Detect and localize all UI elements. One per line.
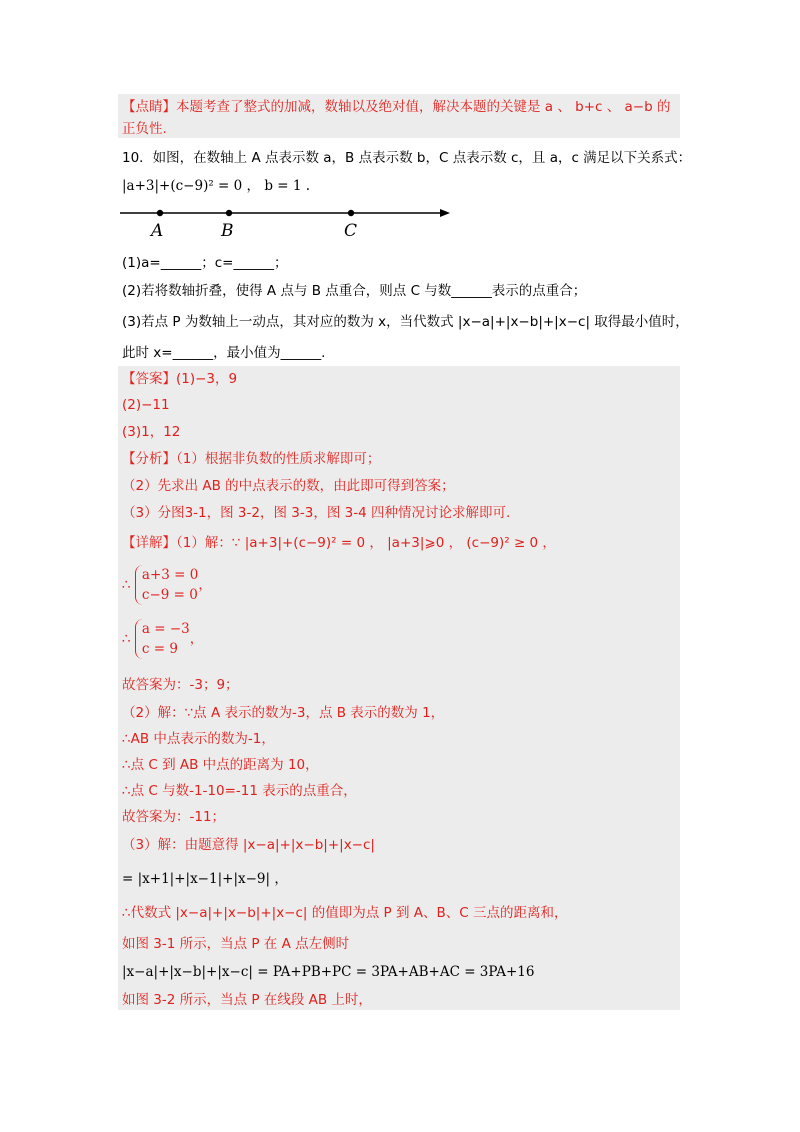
point-c-dot bbox=[348, 210, 354, 216]
system-1-eq-1: a+3 = 0 bbox=[141, 567, 199, 583]
part-3-line-5: |x−a|+|x−b|+|x−c| = PA+PB+PC = 3PA+AB+AC = 3PA+16 bbox=[122, 964, 535, 980]
part-2-line-2: ∴AB 中点表示的数为-1， bbox=[122, 731, 275, 747]
part-3-line-6: 如图 3-2 所示，当点 P 在线段 AB 上时， bbox=[122, 992, 372, 1008]
question-part-1: (1)a=______；c=______； bbox=[122, 255, 288, 271]
part-2-line-4: ∴点 C 与数-1-10=-11 表示的点重合， bbox=[122, 783, 357, 799]
system-2-comma: ， bbox=[189, 631, 204, 647]
part-3-line-1: （3）解：由题意得 |x−a|+|x−b|+|x−c| bbox=[122, 837, 375, 853]
system-2-eq-1: a = −3 bbox=[141, 621, 190, 637]
part-3-line-2: = |x+1|+|x−1|+|x−9| ， bbox=[122, 871, 288, 887]
question-intro: 10．如图，在数轴上 A 点表示数 a，B 点表示数 b，C 点表示数 c，且 a，c 满足以下关系式： bbox=[122, 150, 692, 166]
system-2-eq-2: c = 9 bbox=[141, 641, 178, 657]
point-c-label: C bbox=[344, 221, 358, 240]
therefore-symbol: ∴ bbox=[122, 577, 131, 593]
therefore-symbol-2: ∴ bbox=[122, 631, 131, 647]
system-1-brace bbox=[135, 565, 198, 605]
question-condition: |a+3|+(c−9)² = 0 ， b = 1 . bbox=[122, 178, 311, 194]
comment-line-2: 正负性. bbox=[122, 121, 167, 137]
system-1-comma: ， bbox=[198, 577, 212, 593]
comment-line-1: 【点睛】本题考查了整式的加减，数轴以及绝对值，解决本题的关键是 a 、 b+c 、 a−b 的 bbox=[122, 99, 671, 115]
point-b-dot bbox=[226, 210, 232, 216]
answer-part-3: (3)1，12 bbox=[122, 424, 181, 440]
point-b-label: B bbox=[221, 221, 234, 240]
part-2-line-3: ∴点 C 到 AB 中点的距离为 10， bbox=[122, 757, 319, 773]
equation-system-2 bbox=[122, 619, 203, 659]
analysis-line-3: （3）分图3-1，图 3-2，图 3-3，图 3-4 四种情况讨论求解即可. bbox=[122, 505, 511, 521]
final-answer-2: 故答案为：-11； bbox=[122, 809, 226, 825]
analysis-line-1: 【分析】（1）根据非负数的性质求解即可； bbox=[122, 451, 381, 467]
answer-part-1: 【答案】(1)−3，9 bbox=[122, 371, 238, 387]
question-part-2: (2)若将数轴折叠，使得 A 点与 B 点重合，则点 C 与数______表示的点重合； bbox=[122, 283, 587, 299]
final-answer-1: 故答案为：-3；9； bbox=[122, 677, 239, 693]
system-2-brace bbox=[135, 619, 190, 659]
point-a-label: A bbox=[151, 221, 164, 240]
system-1-eq-2: c−9 = 0 bbox=[141, 587, 198, 603]
detail-line-1: 【详解】（1）解：∵ |a+3|+(c−9)² = 0 ， |a+3|⩾0 ， (c−9)² ≥ 0 ， bbox=[122, 535, 556, 551]
answer-part-2: (2)−11 bbox=[122, 397, 170, 413]
point-a-dot bbox=[157, 210, 163, 216]
analysis-line-2: （2）先求出 AB 的中点表示的数，由此即可得到答案； bbox=[122, 478, 455, 494]
number-line bbox=[118, 200, 458, 240]
question-part-3-line-2: 此时 x=______，最小值为______. bbox=[122, 345, 326, 361]
question-part-3-line-1: (3)若点 P 为数轴上一动点，其对应的数为 x，当代数式 |x−a|+|x−b|+|x−c| 取得最小值时， bbox=[122, 314, 689, 330]
equation-system-1 bbox=[122, 565, 212, 605]
part-3-line-4: 如图 3-1 所示，当点 P 在 A 点左侧时 bbox=[122, 936, 350, 952]
part-3-line-3: ∴代数式 |x−a|+|x−b|+|x−c| 的值即为点 P 到 A、B、C 三点的距离和， bbox=[122, 905, 568, 921]
part-2-line-1: （2）解：∵点 A 表示的数为-3，点 B 表示的数为 1， bbox=[122, 705, 445, 721]
